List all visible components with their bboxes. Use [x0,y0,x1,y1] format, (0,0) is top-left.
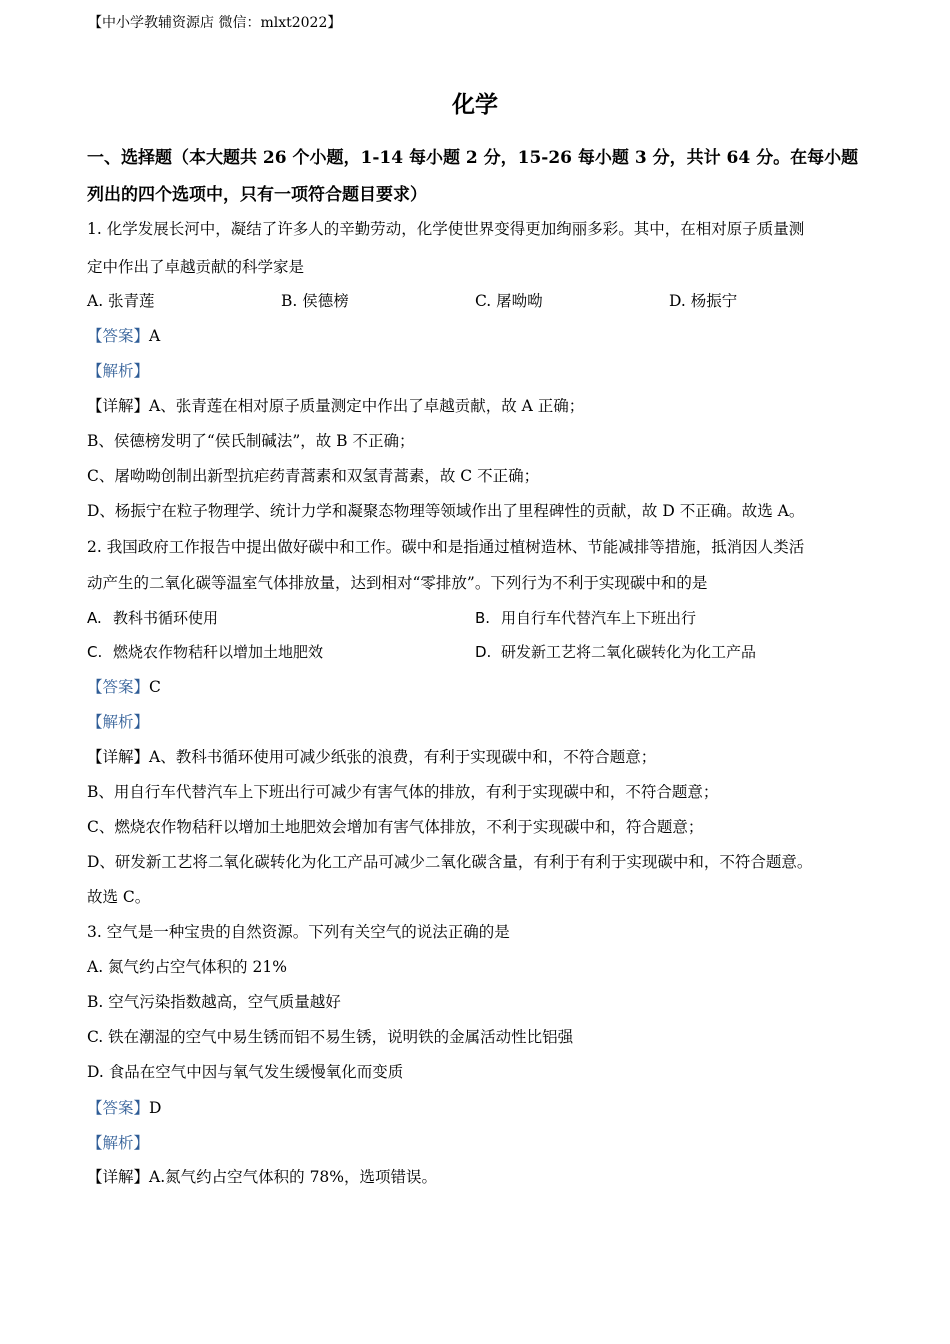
q2-option-b-label: B. [475,609,491,627]
analysis-label: 【解析】 [87,713,150,731]
q1-detail-4: D、杨振宁在粒子物理学、统计力学和凝聚态物理等领域作出了里程碑性的贡献，故 D 不正确。故选 A。 [87,502,805,520]
q2-answer-value: C [149,678,161,696]
answer-label: 【答案】 [87,1099,150,1117]
detail-label: 【详解】 [87,1168,150,1186]
q1-option-a: A. 张青莲 [87,292,155,310]
q3-answer [87,1097,161,1119]
q2-stem-line-2: 动产生的二氧化碳等温室气体排放量，达到相对“零排放”。下列行为不利于实现碳中和的是 [87,574,708,592]
q2-option-d-text: 研发新工艺将二氧化碳转化为化工产品 [501,643,757,661]
q2-answer [87,676,161,698]
q3-stem: 3. 空气是一种宝贵的自然资源。下列有关空气的说法正确的是 [87,923,510,941]
q2-stem-line-1: 2. 我国政府工作报告中提出做好碳中和工作。碳中和是指通过植树造林、节能减排等措施，抵消因人类活 [87,538,805,556]
q1-stem-line-2: 定中作出了卓越贡献的科学家是 [87,258,305,276]
q2-option-b [475,607,696,629]
q1-analysis [87,360,149,382]
analysis-label: 【解析】 [87,1134,150,1152]
page-header: 【中小学教辅资源店 微信：mlxt2022】 [88,15,342,31]
q2-option-a-label: A. [87,609,102,627]
analysis-label: 【解析】 [87,362,150,380]
detail-label: 【详解】 [87,748,150,766]
q2-detail-4: D、研发新工艺将二氧化碳转化为化工产品可减少二氧化碳含量，有利于有利于实现碳中和，不符合题意。 [87,853,813,871]
q1-option-d: D. 杨振宁 [669,292,738,310]
q2-option-d [475,641,756,663]
q2-option-a-text: 教科书循环使用 [113,609,219,627]
q2-option-c-text: 燃烧农作物秸秆以增加土地肥效 [113,643,324,661]
q2-detail-3: C、燃烧农作物秸秆以增加土地肥效会增加有害气体排放，不利于实现碳中和，符合题意； [87,818,704,836]
q2-detail-1 [87,746,656,768]
q2-detail-1-text: A、教科书循环使用可减少纸张的浪费，有利于实现碳中和，不符合题意； [149,748,657,766]
q1-answer [87,325,160,347]
q3-option-c: C. 铁在潮湿的空气中易生锈而铝不易生锈，说明铁的金属活动性比铝强 [87,1028,574,1046]
q3-analysis [87,1132,149,1154]
section-heading: 一、选择题（本大题共 26 个小题，1-14 每小题 2 分，15-26 每小题 3 分，共计 64 分。在每小题列出的四个选项中，只有一项符合题目要求） [87,148,859,205]
q2-option-c-label: C. [87,643,103,661]
q1-answer-value: A [149,327,161,345]
q2-option-a [87,607,218,629]
q1-stem-line-1: 1. 化学发展长河中，凝结了许多人的辛勤劳动，化学使世界变得更加绚丽多彩。其中，在相对原子质量测 [87,220,805,238]
q1-option-b: B. 侯德榜 [281,292,349,310]
q2-conclusion: 故选 C。 [87,888,151,906]
q3-detail-1-text: A.氮气约占空气体积的 78%，选项错误。 [149,1168,438,1186]
page-title: 化学 [452,91,498,118]
answer-label: 【答案】 [87,327,150,345]
answer-label: 【答案】 [87,678,150,696]
q1-option-c: C. 屠呦呦 [475,292,543,310]
q2-analysis [87,711,149,733]
q2-option-d-label: D. [475,643,492,661]
q3-option-a: A. 氮气约占空气体积的 21% [87,958,287,976]
q3-option-d: D. 食品在空气中因与氧气发生缓慢氧化而变质 [87,1063,404,1081]
q1-detail-2: B、侯德榜发明了“侯氏制碱法”，故 B 不正确； [87,432,415,450]
q3-option-b: B. 空气污染指数越高，空气质量越好 [87,993,341,1011]
detail-label: 【详解】 [87,397,150,415]
q1-detail-3: C、屠呦呦创制出新型抗疟药青蒿素和双氢青蒿素，故 C 不正确； [87,467,540,485]
q3-detail-1 [87,1166,437,1188]
q1-detail-1-text: A、张青莲在相对原子质量测定中作出了卓越贡献，故 A 正确； [149,397,585,415]
q2-option-b-text: 用自行车代替汽车上下班出行 [501,609,697,627]
q1-detail-1 [87,395,584,417]
q3-answer-value: D [149,1099,162,1117]
q2-option-c [87,641,323,663]
q2-detail-2: B、用自行车代替汽车上下班出行可减少有害气体的排放，有利于实现碳中和，不符合题意； [87,783,719,801]
